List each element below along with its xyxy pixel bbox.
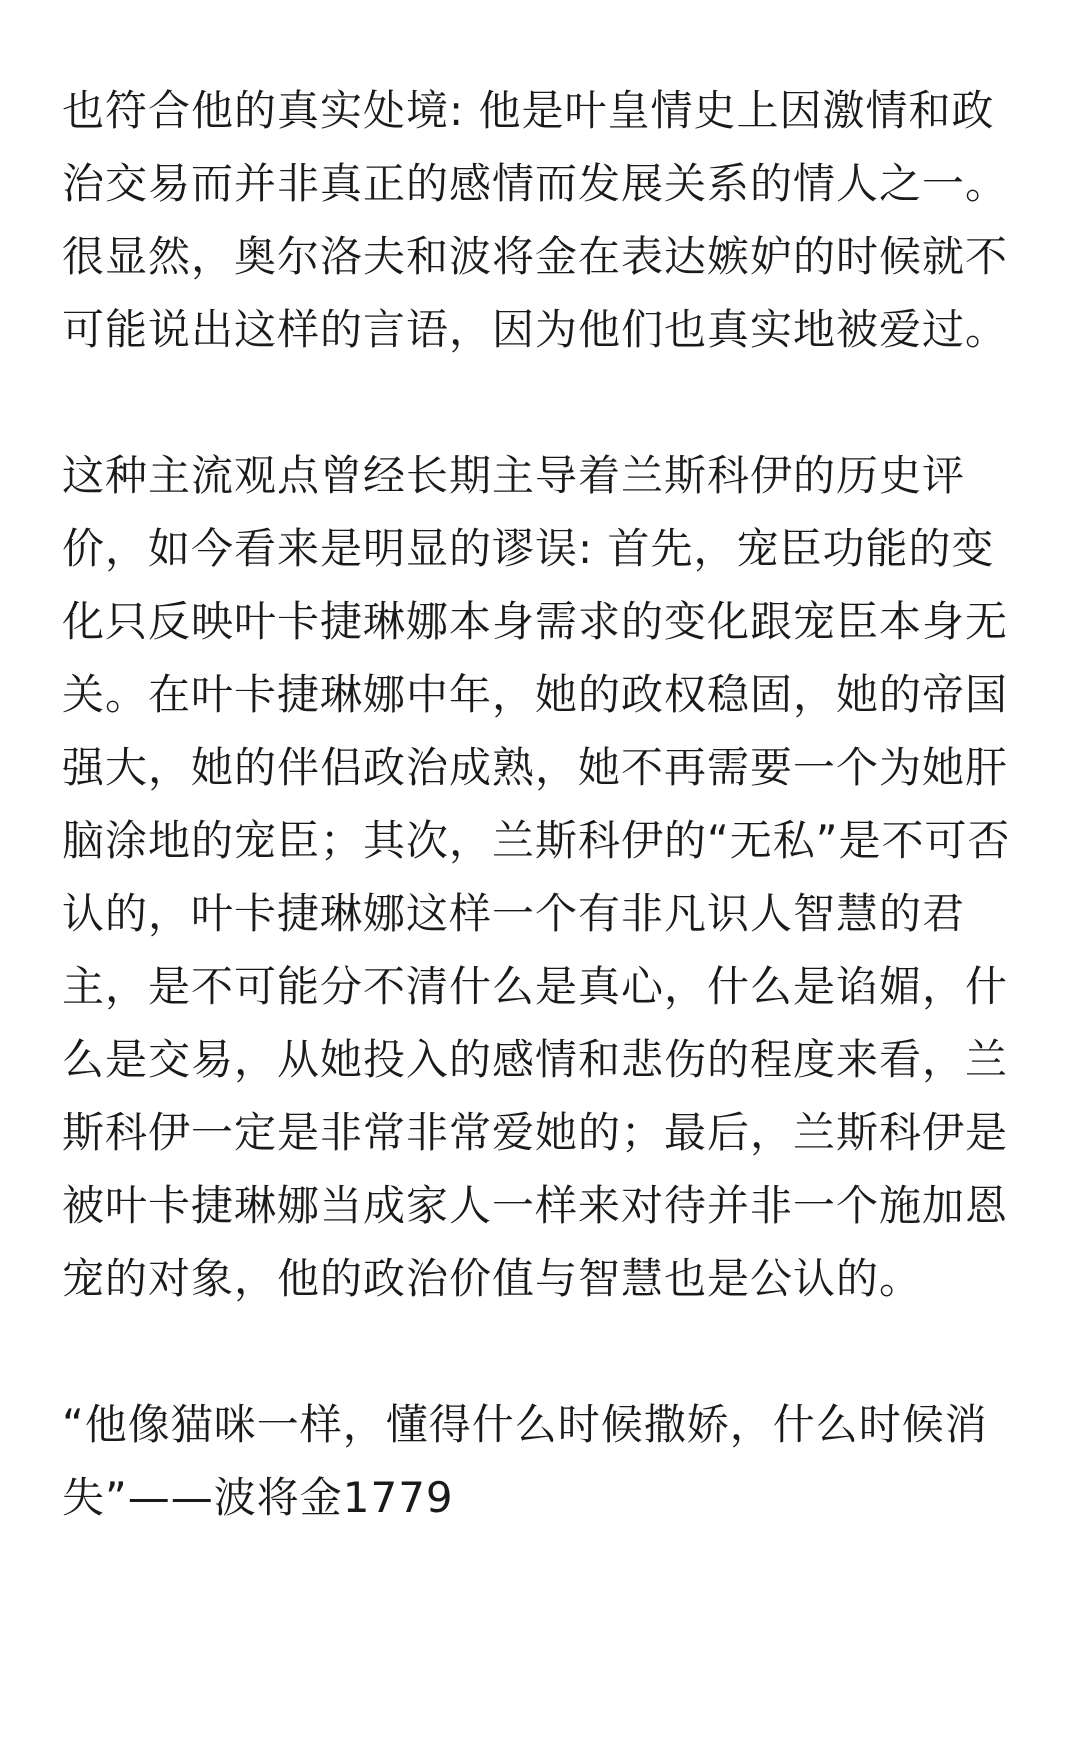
text-line: 主，是不可能分不清什么是真心，什么是谄媚，什 (62, 962, 1009, 1011)
text-line: 认的，叶卡捷琳娜这样一个有非凡识人智慧的君 (62, 889, 966, 938)
article-body (62, 74, 1022, 1534)
text-line: 可能说出这样的言语，因为他们也真实地被爱过。 (62, 305, 1009, 354)
text-line: 很显然，奥尔洛夫和波将金在表达嫉妒的时候就不 (62, 232, 1009, 281)
text-line: 斯科伊一定是非常非常爱她的；最后，兰斯科伊是 (62, 1108, 1009, 1157)
paragraph-spacer (62, 1315, 1022, 1388)
text-line: 价，如今看来是明显的谬误: 首先，宠臣功能的变 (62, 524, 995, 573)
text-line: 脑涂地的宠臣；其次，兰斯科伊的“无私”是不可否 (62, 816, 1011, 865)
text-line: 么是交易，从她投入的感情和悲伤的程度来看，兰 (62, 1035, 1009, 1084)
text-line: 关。在叶卡捷琳娜中年，她的政权稳固，她的帝国 (62, 670, 1009, 719)
paragraph-3-quote (62, 1388, 1022, 1534)
text-line: 宠的对象，他的政治价值与智慧也是公认的。 (62, 1254, 923, 1303)
text-line: 也符合他的真实处境: 他是叶皇情史上因激情和政 (62, 86, 995, 135)
text-line: 强大，她的伴侣政治成熟，她不再需要一个为她肝 (62, 743, 1009, 792)
text-line: 化只反映叶卡捷琳娜本身需求的变化跟宠臣本身无 (62, 597, 1009, 646)
text-line: 被叶卡捷琳娜当成家人一样来对待并非一个施加恩 (62, 1181, 1009, 1230)
text-line: 这种主流观点曾经长期主导着兰斯科伊的历史评 (62, 451, 966, 500)
paragraph-1 (62, 74, 1022, 366)
text-line: “他像猫咪一样，懂得什么时候撒娇，什么时候消 (62, 1400, 988, 1449)
paragraph-2 (62, 439, 1022, 1315)
text-line: 失”——波将金1779 (62, 1473, 454, 1522)
paragraph-spacer (62, 366, 1022, 439)
text-line: 治交易而并非真正的感情而发展关系的情人之一。 (62, 159, 1009, 208)
